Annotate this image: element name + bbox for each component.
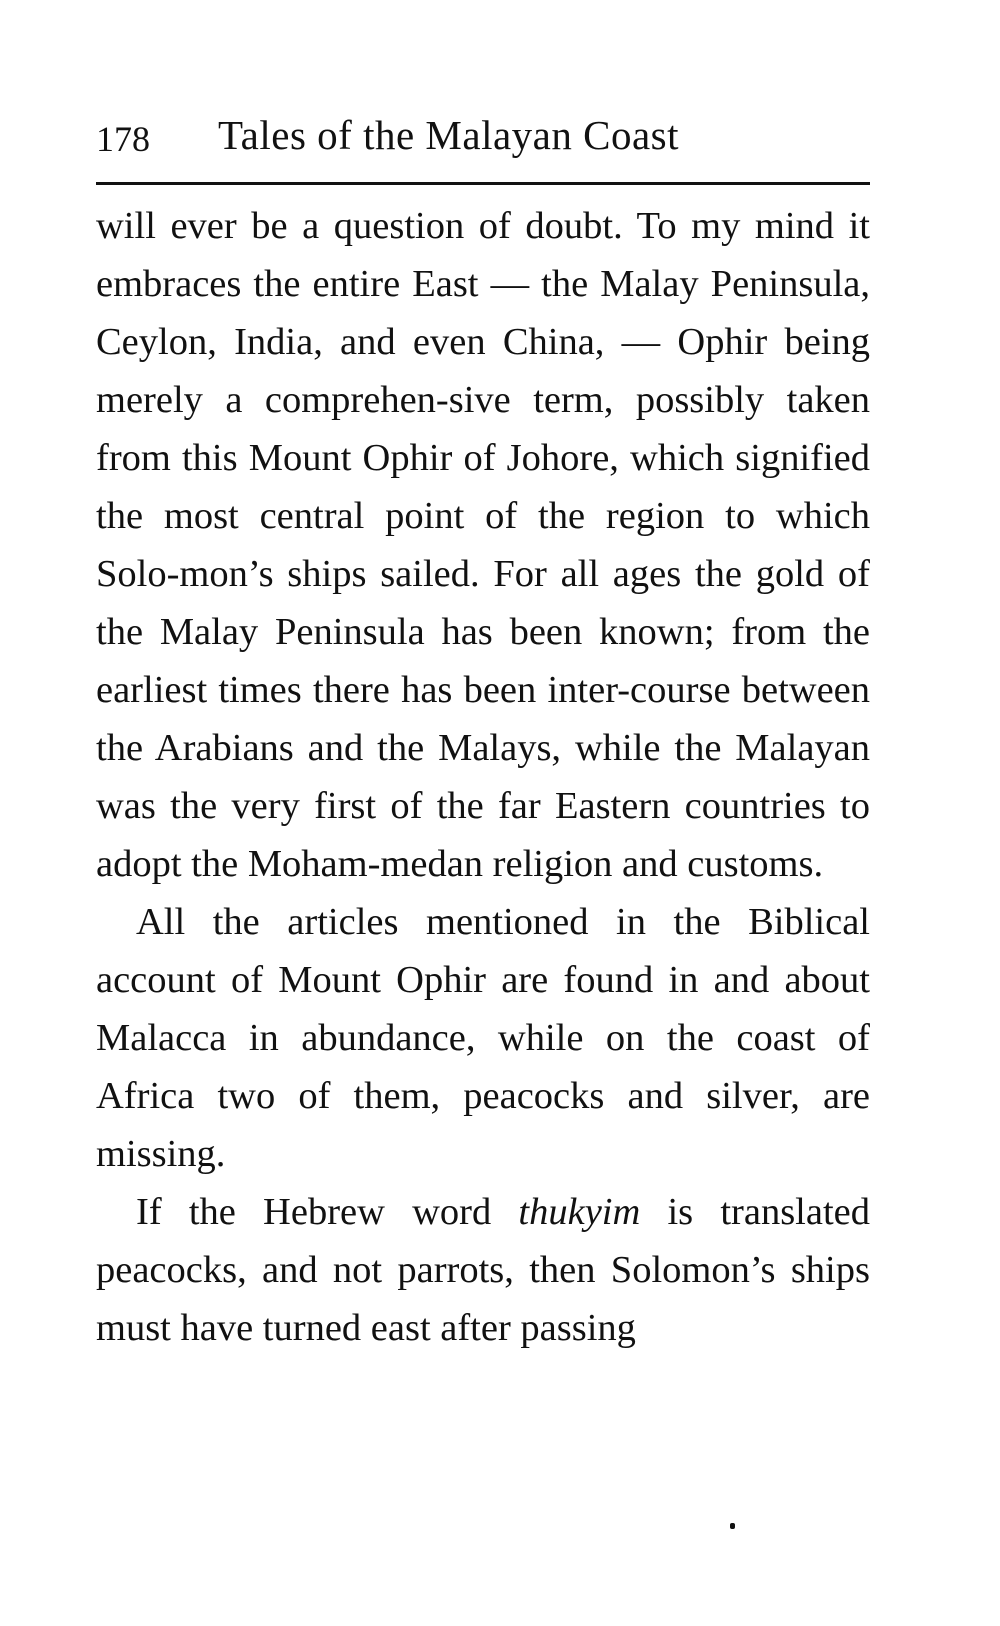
body-text	[96, 197, 870, 1357]
paragraph-3-end: is translated peacocks, and not parrots, then Solomon’s ships must have turned east after passing	[96, 1191, 870, 1349]
running-head	[96, 100, 870, 170]
paragraph-3	[96, 1183, 870, 1357]
book-page	[96, 100, 870, 1580]
paragraph-2: All the articles mentioned in the Biblical account of Mount Ophir are found in and about Malacca in abundance, while on the coast of Africa two of them, peacocks and silver, are missing.	[96, 901, 870, 1175]
printer-mark	[730, 1523, 735, 1529]
running-title: Tales of the Malayan Coast	[218, 112, 679, 158]
italic-word: thukyim	[518, 1191, 641, 1233]
page-number: 178	[96, 119, 150, 159]
paragraph-3-start: If the Hebrew word	[136, 1191, 519, 1233]
header-rule	[96, 182, 870, 185]
paragraph-1: will ever be a question of doubt. To my mind it embraces the entire East — the Malay Peninsula, Ceylon, India, and even China, — Ophir being merely a comprehen-sive term, possibly taken from this Mount Ophir of Johore, which signified the most central point of the region to which Solo-mon’s ships sailed. For all ages the gold of the Malay Peninsula has been known; from the earliest times there has been inter-course between the Arabians and the Malays, while the Malayan was the very first of the far Eastern countries to adopt the Moham-medan religion and customs.	[96, 205, 870, 885]
